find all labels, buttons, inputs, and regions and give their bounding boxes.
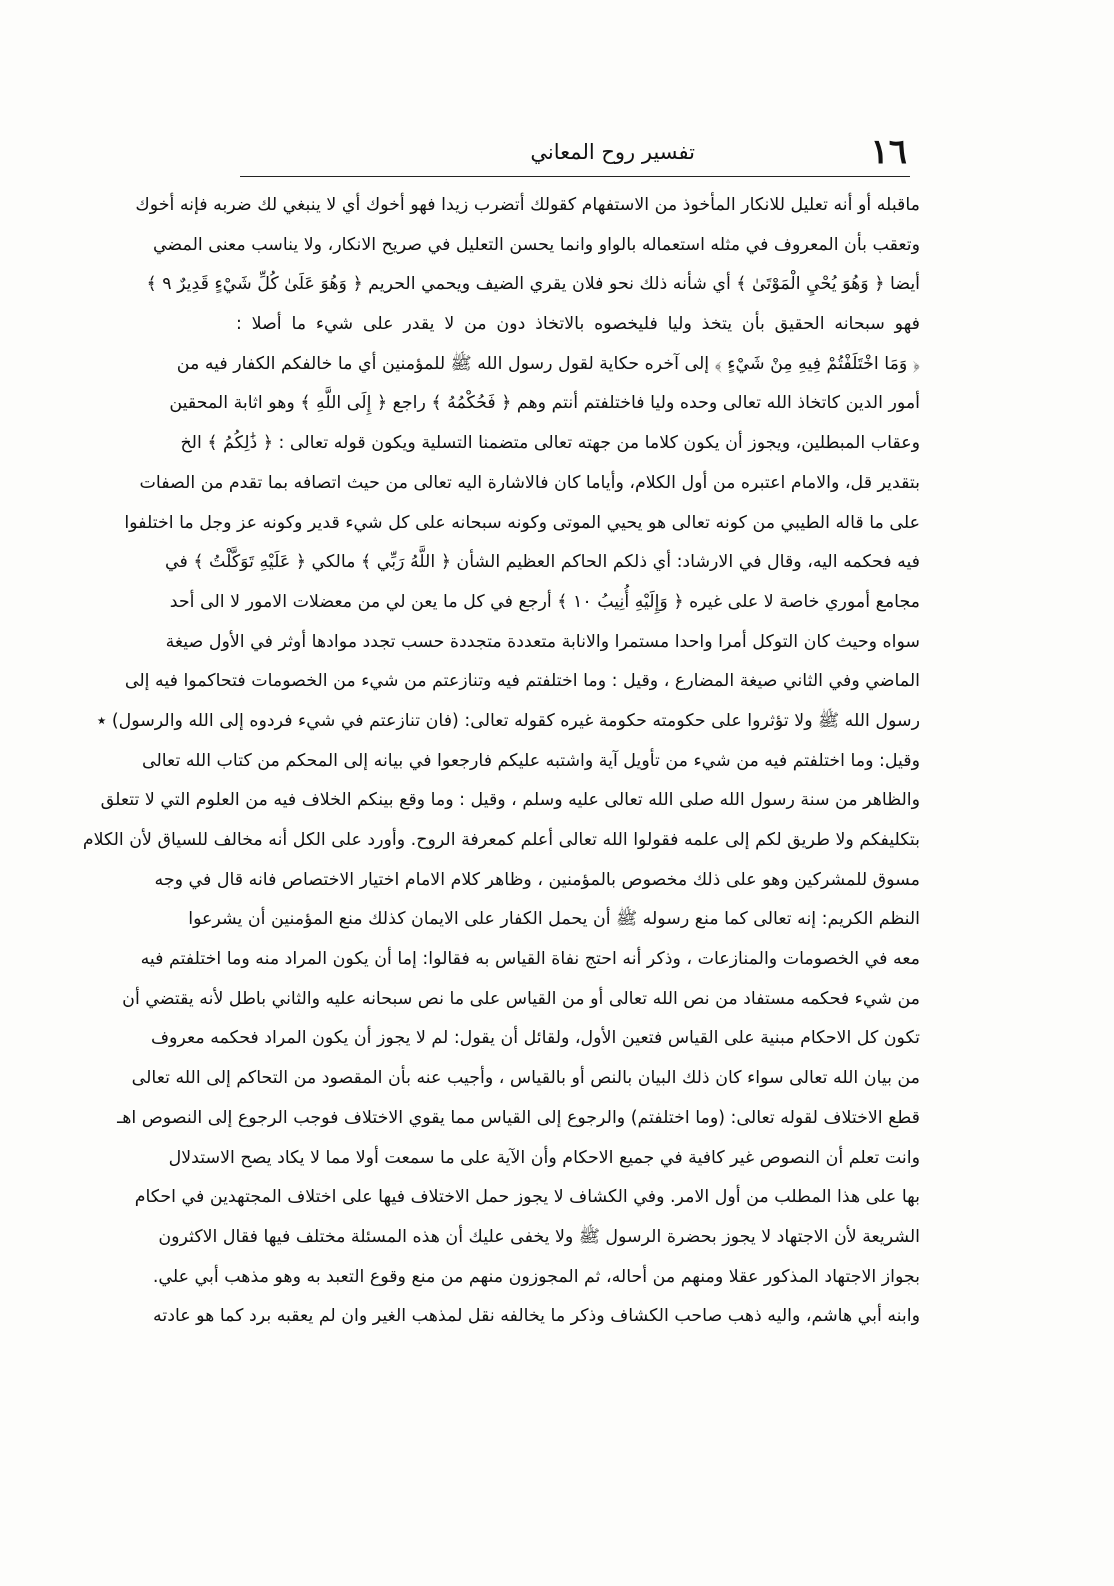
text-line: معه في الخصومات والمنازعات ، وذكر أنه احتج نفاة القياس به فقالوا: إما أن يكون المراد منه وما اختلفتم فيه <box>140 949 920 970</box>
page-number: ١٦ <box>870 132 907 172</box>
text-line: وقيل: وما اختلفتم فيه من شيء من تأويل آية واشتبه عليكم فارجعوا في بيانه إلى المحكم من كتاب الله تعالى <box>141 750 920 771</box>
text-line: تكون كل الاحكام مبنية على القياس فتعين الأول، ولقائل أن يقول: لم لا يجوز أن يكون المراد فحكمه معروف <box>150 1028 920 1049</box>
running-title: تفسير روح المعاني <box>530 140 695 164</box>
text-line: أمور الدين كاتخاذ الله تعالى وحده وليا فاختلفتم أنتم وهم ﴿ فَحُكْمُهُ ﴾ راجع ﴿ إِلَى اللَّهِ ﴾ وهو اثابة المحقين <box>169 393 920 414</box>
text-line: ماقبله أو أنه تعليل للانكار المأخوذ من الاستفهام كقولك أتضرب زيدا فهو أخوك أي لا ينبغي لك ضربه فإنه أخوك <box>135 195 920 215</box>
text-line: سواه وحيث كان التوكل أمرا واحدا مستمرا والانابة متعددة متجددة حسب تجدد موادها أوثر في الأول صيغة <box>165 631 920 652</box>
text-line: بجواز الاجتهاد المذكور عقلا ومنهم من أحاله، ثم المجوزون منهم من منع وقوع التعبد به وهو مذهب أبي علي. <box>152 1266 920 1287</box>
text-line: فهو سبحانه الحقيق بأن يتخذ وليا فليخصوه بالاتخاذ دون من لا يقدر على شيء ما أصلا : <box>236 314 920 335</box>
body-text <box>82 186 920 1337</box>
text-line: بتكليفكم ولا طريق لكم إلى علمه فقولوا الله تعالى أعلم كمعرفة الروح. وأورد على الكل أنه مخالف للسياق لأن الكلام <box>82 830 920 850</box>
text-line: وانت تعلم أن النصوص غير كافية في جميع الاحكام وأن الآية على ما سمعت أولا مما لا يكاد يصح الاستدلال <box>168 1147 920 1168</box>
text-line: بتقدير قل، والامام اعتبره من أول الكلام، وأياما كان فالاشارة اليه تعالى من حيث اتصافه بما تقدم من الصفات <box>139 472 920 493</box>
text-line: وتعقب بأن المعروف في مثله استعماله بالواو وانما يحسن التعليل في صريح الانكار، ولا يناسب معنى المضي <box>152 234 920 255</box>
header-divider <box>240 176 910 177</box>
text-line: النظم الكريم: إنه تعالى كما منع رسوله ﷺ أن يحمل الكفار على الايمان كذلك منع المؤمنين أن يشرعوا <box>188 909 920 930</box>
text-line: على ما قاله الطيبي من كونه تعالى هو يحيي الموتى وكونه سبحانه على كل شيء قدير وكونه عز وجل ما اختلفوا <box>124 512 920 533</box>
text-line: من شيء فحكمه مستفاد من نص الله تعالى أو من القياس على ما نص سبحانه عليه والثاني باطل لأنه يقتضي أن <box>122 988 920 1009</box>
text-line: والظاهر من سنة رسول الله صلى الله تعالى عليه وسلم ، وقيل : وما وقع بينكم الخلاف فيه من العلوم التي لا تتعلق <box>100 790 920 811</box>
text-line: وعقاب المبطلين، ويجوز أن يكون كلاما من جهته تعالى متضمنا التسلية ويكون قوله تعالى : ﴿ ذَٰلِكُمُ ﴾ الخ <box>180 433 920 454</box>
text-line: من بيان الله تعالى سواء كان ذلك البيان بالنص أو بالقياس ، وأجيب عنه بأن المقصود من التحاكم إلى الله تعالى <box>131 1068 920 1089</box>
text-line: بها على هذا المطلب من أول الامر. وفي الكشاف لا يجوز حمل الاختلاف فيها على اختلاف المجتهدين في احكام <box>134 1187 920 1208</box>
text-line: الماضي وفي الثاني صيغة المضارع ، وقيل : وما اختلفتم فيه وتنازعتم من شيء من الخصومات فتحاكموا فيه إلى <box>124 671 920 692</box>
text-line: قطع الاختلاف لقوله تعالى: (وما اختلفتم) والرجوع إلى القياس مما يقوي الاختلاف فوجب الرجوع إلى النصوص اهـ <box>117 1107 920 1128</box>
text-line: رسول الله ﷺ ولا تؤثروا على حكومته حكومة غيره كقوله تعالى: (فان تنازعتم في شيء فردوه إلى الله والرسول) ٭ <box>96 710 920 731</box>
text-line: أيضا ﴿ وَهُوَ يُحْيِ الْمَوْتَىٰ ﴾ أي شأنه ذلك نحو فلان يقري الضيف ويحمي الحريم ﴿ وَهُوَ عَلَىٰ كُلِّ شَيْءٍ قَدِيرٌ ٩ ﴾ <box>146 274 920 295</box>
text-line: مجامع أموري خاصة لا على غيره ﴿ وَإِلَيْهِ أُنِيبُ ١٠ ﴾ أرجع في كل ما يعن لي من معضلات الامور لا الى أحد <box>169 591 920 612</box>
page-header <box>235 128 915 180</box>
text-line: فيه فحكمه اليه، وقال في الارشاد: أي ذلكم الحاكم العظيم الشأن ﴿ اللَّهُ رَبِّي ﴾ مالكي ﴿ عَلَيْهِ تَوَكَّلْتُ ﴾ في <box>164 552 920 573</box>
text-line: وابنه أبي هاشم، واليه ذهب صاحب الكشاف وذكر ما يخالفه نقل لمذهب الغير وان لم يعقبه برد كما هو عادته <box>153 1306 920 1327</box>
text-line: ﴿ وَمَا اخْتَلَفْتُمْ فِيهِ مِنْ شَيْءٍ ﴾ إلى آخره حكاية لقول رسول الله ﷺ للمؤمنين أي ما خالفكم الكفار فيه من <box>176 353 920 374</box>
text-line: الشريعة لأن الاجتهاد لا يجوز بحضرة الرسول ﷺ ولا يخفى عليك أن هذه المسئلة مختلف فيها فقال الاكثرون <box>158 1226 920 1247</box>
text-line: مسوق للمشركين وهو على ذلك مخصوص بالمؤمنين ، وظاهر كلام الامام اختيار الاختصاص فانه قال في وجه <box>154 869 920 890</box>
